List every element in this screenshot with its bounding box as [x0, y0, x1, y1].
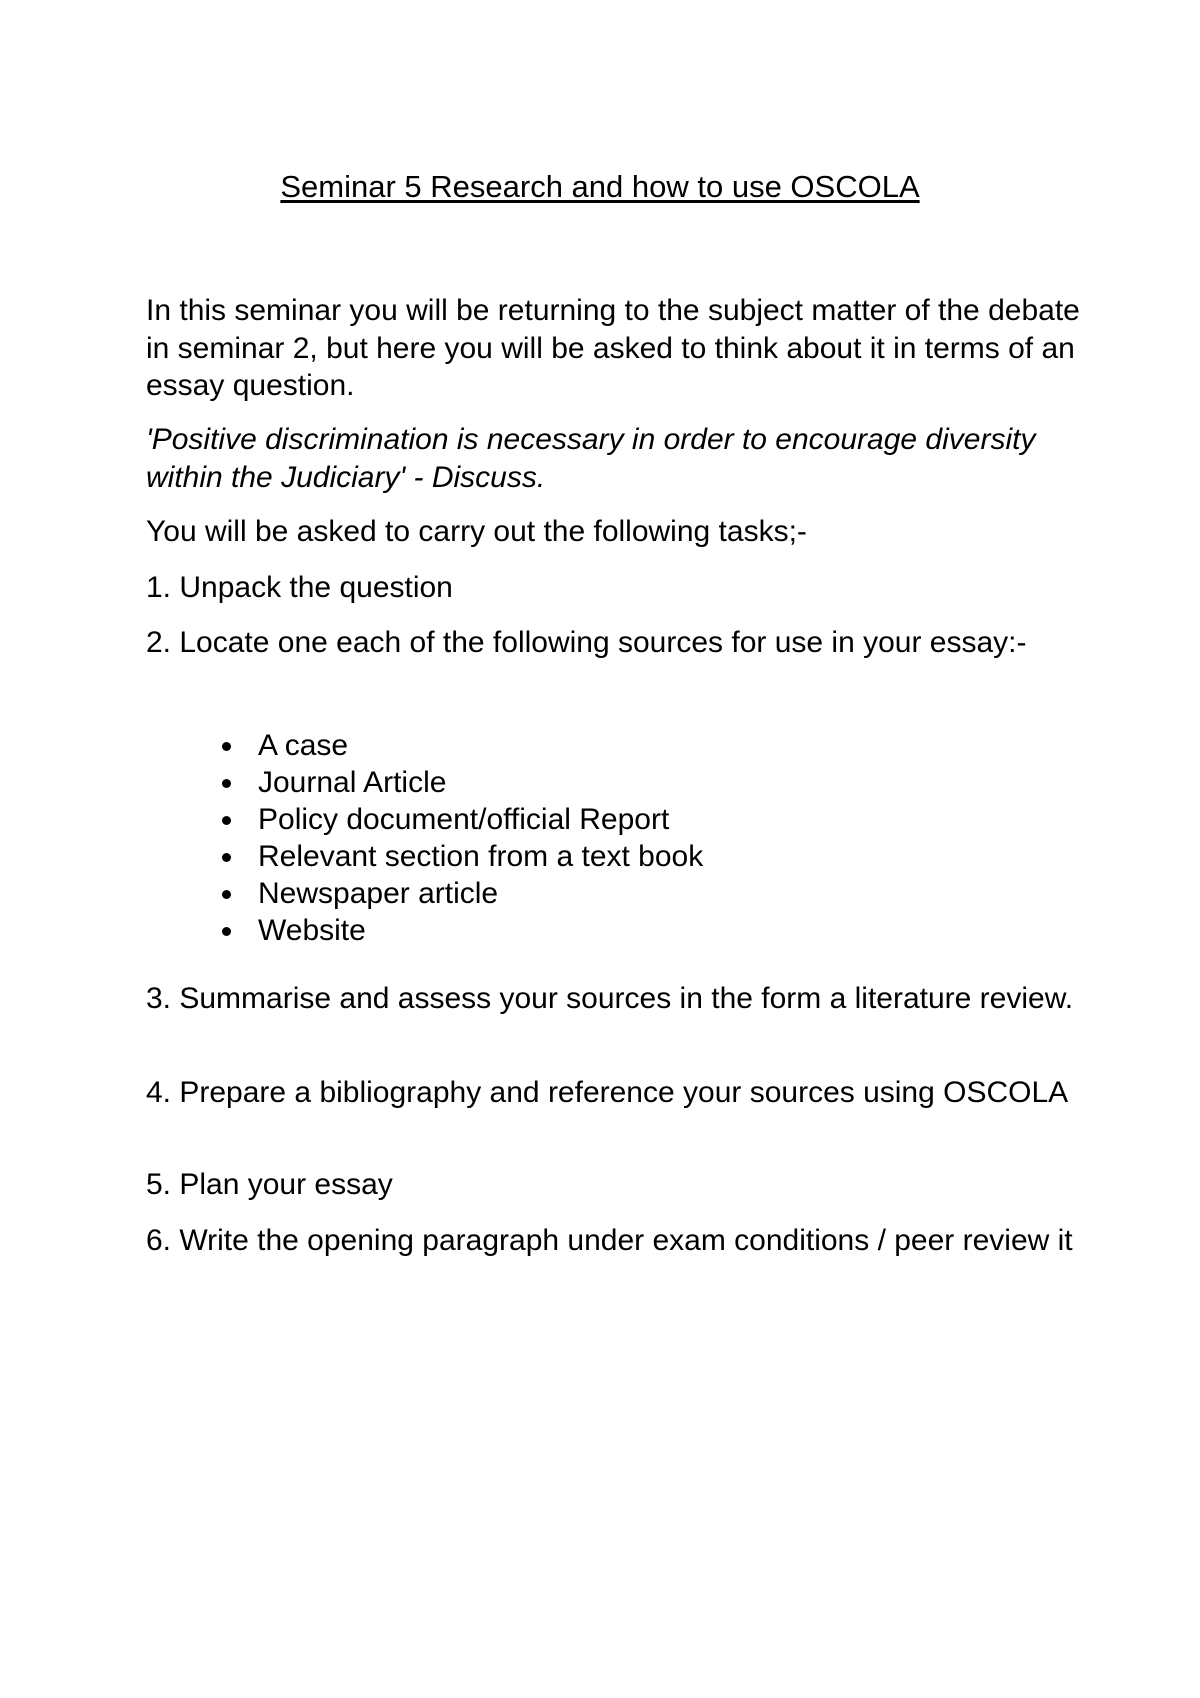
- task-2: 2. Locate one each of the following sources for use in your essay:-: [146, 626, 1027, 659]
- task-4: 4. Prepare a bibliography and reference your sources using OSCOLA: [146, 1076, 1069, 1109]
- source-label: Website: [258, 914, 366, 947]
- source-label: A case: [258, 729, 349, 762]
- list-item: [218, 727, 703, 764]
- task-3: 3. Summarise and assess your sources in the form a literature review.: [146, 982, 1074, 1015]
- bullet-icon: [222, 742, 231, 751]
- source-label: Newspaper article: [258, 877, 499, 910]
- list-item: [218, 764, 703, 801]
- bullet-icon: [222, 927, 231, 936]
- source-label: Journal Article: [258, 766, 447, 799]
- tasks-intro: You will be asked to carry out the following tasks;-: [146, 515, 807, 548]
- bullet-icon: [222, 779, 231, 788]
- list-item: [218, 801, 703, 838]
- task-5: 5. Plan your essay: [146, 1168, 393, 1201]
- bullet-icon: [222, 816, 231, 825]
- sources-list: [218, 727, 703, 949]
- source-label: Relevant section from a text book: [258, 840, 704, 873]
- intro-paragraph: In this seminar you will be returning to the subject matter of the debate in seminar 2, but here you will be asked to think about it in terms of an essay question.: [146, 294, 1080, 402]
- bullet-icon: [222, 853, 231, 862]
- source-label: Policy document/official Report: [258, 803, 670, 836]
- list-item: [218, 875, 703, 912]
- page-title: Seminar 5 Research and how to use OSCOLA: [280, 169, 920, 204]
- task-6: 6. Write the opening paragraph under exam conditions / peer review it: [146, 1224, 1073, 1257]
- bullet-icon: [222, 890, 231, 899]
- list-item: [218, 838, 703, 875]
- essay-question: 'Positive discrimination is necessary in order to encourage diversity within the Judiciary' - Discuss.: [146, 423, 1036, 494]
- task-1: 1. Unpack the question: [146, 571, 453, 604]
- list-item: [218, 912, 703, 949]
